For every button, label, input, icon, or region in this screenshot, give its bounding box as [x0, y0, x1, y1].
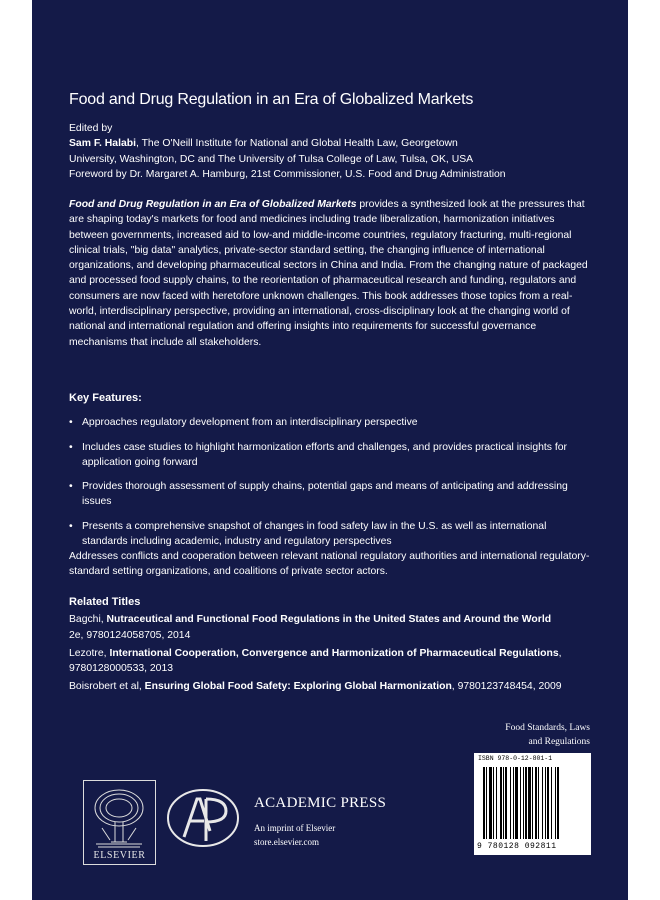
related-author: Bagchi,	[69, 614, 107, 626]
elsevier-logo	[83, 780, 156, 865]
description	[69, 197, 594, 350]
publisher-name: ACADEMIC PRESS	[254, 795, 387, 811]
barcode-panel	[474, 753, 591, 855]
barcode-bar	[545, 767, 546, 839]
publisher-imprint: An imprint of Elsevier	[254, 823, 336, 833]
barcode-number: 9 780128 092811	[477, 842, 557, 851]
related-author: Lezotre,	[69, 647, 110, 659]
key-features-list	[69, 415, 594, 549]
addresses-paragraph: Addresses conflicts and cooperation between relevant national regulatory authorities and international regulatory-standard setting organizations, and coalitions of private sector actors.	[69, 551, 590, 578]
barcode-bar	[555, 767, 556, 839]
barcode-bar	[510, 767, 511, 839]
feature-item: • Includes case studies to highlight harmonization efforts and challenges, and provides practical insights for application going forward	[69, 440, 594, 471]
description-text: provides a synthesized look at the pressures that are shaping today's markets for food and medicines including trade liberalization, harmonization initiatives between governments, increased aid to low-and middle-income countries, regulatory fracturing, multi-regional clinical trials, "big data" analytics, private-sector standard setting, the changing influence of international organizations, and developing pharmaceutical sectors in China and India. From the changing nature of packaged and processed food supply chains, to the reorientation of pharmaceutical research and funding, regulators and consumers are now faced with heretofore unknown challenges. This book addresses those topics from a real-world, interdisciplinary perspective, providing an international, cross-disciplinary look at the changing world of national and international regulation and offering insights into requirements for successful governance mechanisms that include all stakeholders.	[69, 199, 588, 348]
feature-item: • Approaches regulatory development from an interdisciplinary perspective	[69, 415, 594, 430]
editor-name: Sam F. Halabi	[69, 138, 136, 150]
barcode-bar	[535, 767, 537, 839]
barcode-bar	[547, 767, 549, 839]
editor-block	[69, 121, 594, 182]
book-title: Food and Drug Regulation in an Era of Globalized Markets	[69, 91, 474, 108]
editor-line-1	[69, 136, 594, 151]
subject-category	[480, 721, 590, 749]
description-title: Food and Drug Regulation in an Era of Globalized Markets	[69, 199, 357, 210]
barcode-bar	[505, 767, 507, 839]
barcode-bar	[496, 767, 497, 839]
elsevier-tree-icon	[84, 784, 155, 852]
barcode-bar	[493, 767, 494, 839]
related-titles-heading: Related Titles	[69, 596, 141, 608]
barcode-bar	[489, 767, 492, 839]
subject-line-2: and Regulations	[528, 737, 590, 747]
barcode-bar	[551, 767, 552, 839]
barcode-bar	[528, 767, 531, 839]
isbn-text: ISBN 978-0-12-801-1	[478, 755, 553, 762]
barcode-bar	[483, 767, 485, 839]
related-book-title: Nutraceutical and Functional Food Regulations in the United States and Around the World	[106, 614, 552, 626]
barcode-icon	[474, 753, 591, 855]
related-title-3	[69, 679, 594, 694]
barcode-bar	[503, 767, 504, 839]
barcode-bar	[486, 767, 487, 839]
related-title-2	[69, 646, 594, 677]
barcode-bar	[515, 767, 518, 839]
related-title-1	[69, 612, 594, 627]
barcode-bar	[513, 767, 514, 839]
related-author: Boisrobert et al,	[69, 681, 145, 693]
key-features	[69, 391, 594, 558]
editor-affiliation-1: , The O'Neill Institute for National and Global Health Law, Georgetown	[136, 138, 458, 150]
related-titles	[69, 595, 594, 695]
elsevier-wordmark: ELSEVIER	[93, 850, 146, 861]
feature-item: • Provides thorough assessment of supply chains, potential gaps and means of anticipating and addressing issues	[69, 479, 594, 510]
academic-press-ap-icon	[164, 787, 242, 849]
foreword-line: Foreword by Dr. Margaret A. Hamburg, 21st Commissioner, U.S. Food and Drug Administration	[69, 168, 506, 180]
barcode-bar	[532, 767, 533, 839]
related-details: 2e, 9780124058705, 2014	[69, 629, 191, 641]
barcode-bar	[557, 767, 559, 839]
subject-line-1: Food Standards, Laws	[505, 723, 590, 733]
barcode-bar	[520, 767, 521, 839]
key-features-heading: Key Features:	[69, 392, 142, 404]
edited-by-label: Edited by	[69, 123, 113, 134]
barcode-bar	[538, 767, 539, 839]
related-book-title: International Cooperation, Convergence and Harmonization of Pharmaceutical Regulations	[109, 647, 559, 659]
editor-affiliation-2: University, Washington, DC and The University of Tulsa College of Law, Tulsa, OK, USA	[69, 153, 474, 165]
feature-item: • Presents a comprehensive snapshot of changes in food safety law in the U.S. as well as international standards including academic, industry and regulatory perspectives	[69, 519, 594, 550]
related-details: , 9780123748454, 2009	[451, 681, 562, 693]
barcode-bar	[523, 767, 524, 839]
related-book-title: Ensuring Global Food Safety: Exploring Global Harmonization	[144, 681, 452, 693]
back-cover	[32, 0, 628, 900]
barcode-bar	[525, 767, 527, 839]
barcode-bar	[500, 767, 502, 839]
related-details: , 9780128000533, 2013	[69, 647, 562, 675]
publisher-url: store.elsevier.com	[254, 837, 319, 847]
barcode-bar	[542, 767, 543, 839]
